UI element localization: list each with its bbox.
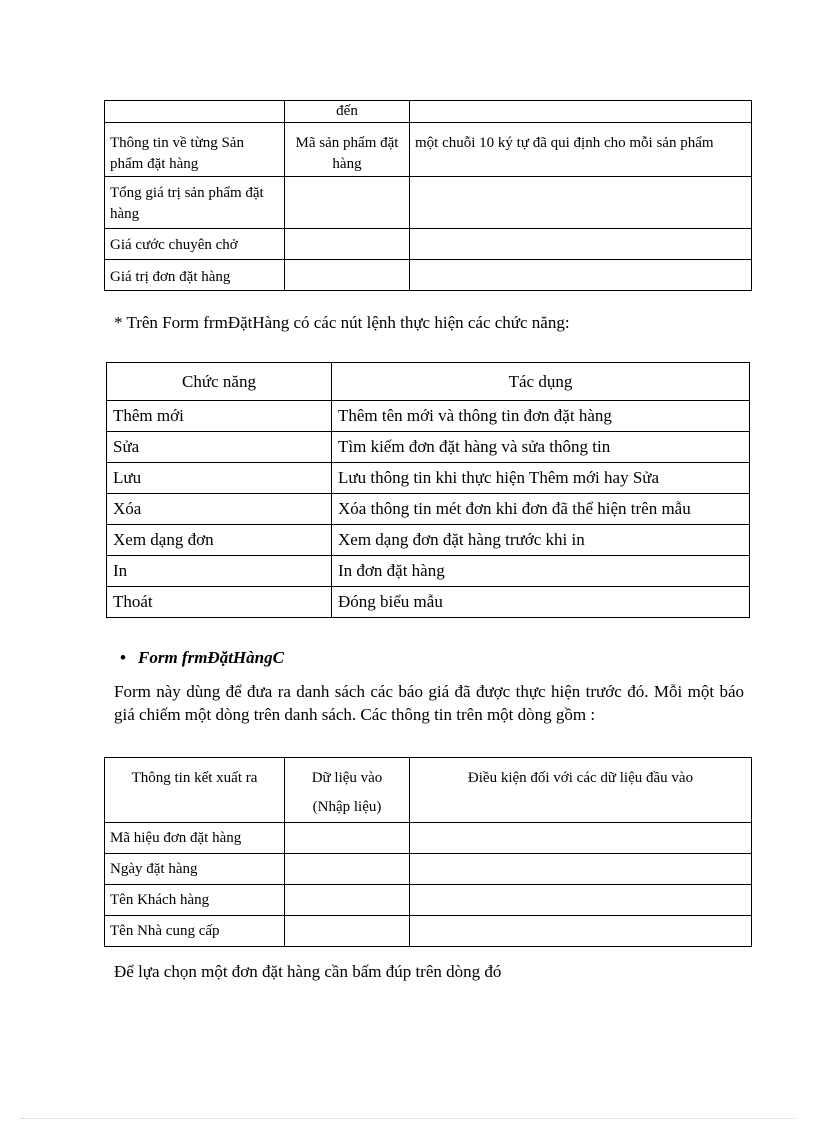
table-cell — [410, 916, 752, 947]
table-cell: Tên Nhà cung cấp — [105, 916, 285, 947]
table-cell: Đóng biểu mẫu — [332, 587, 750, 618]
table-cell — [285, 823, 410, 854]
table-header-row — [107, 363, 750, 401]
table-cell: Tên Khách hàng — [105, 885, 285, 916]
form-heading — [120, 648, 284, 668]
table-row — [105, 854, 752, 885]
table-cell — [285, 229, 410, 260]
table-cell: Mã hiệu đơn đặt hàng — [105, 823, 285, 854]
table-cell: Lưu thông tin khi thực hiện Thêm mới hay Sửa — [332, 463, 750, 494]
table-row — [107, 556, 750, 587]
table-cell — [410, 854, 752, 885]
table-cell: Mã sản phẩm đặt hàng — [285, 123, 410, 177]
table-row — [105, 260, 752, 291]
order-info-table — [104, 100, 752, 291]
table-row — [105, 229, 752, 260]
header-input-line1: Dữ liệu vào — [311, 770, 383, 786]
table-cell: Lưu — [107, 463, 332, 494]
table-cell — [410, 229, 752, 260]
table-cell: Tìm kiếm đơn đặt hàng và sửa thông tin — [332, 432, 750, 463]
table-cell — [410, 823, 752, 854]
header-output: Thông tin kết xuất ra — [105, 758, 285, 823]
table-cell — [285, 885, 410, 916]
header-input — [285, 758, 410, 823]
table-cell — [410, 177, 752, 229]
table-cell: đến — [285, 101, 410, 123]
table-cell: Thông tin về từng Sản phẩm đặt hàng — [105, 123, 285, 177]
table-cell: Xóa thông tin mét đơn khi đơn đã thể hiện trên mẫu — [332, 494, 750, 525]
table-cell: Thêm tên mới và thông tin đơn đặt hàng — [332, 401, 750, 432]
table-cell — [410, 260, 752, 291]
table-cell: Giá trị đơn đặt hàng — [105, 260, 285, 291]
table-cell: một chuỗi 10 ký tự đã qui định cho mỗi sản phẩm — [410, 123, 752, 177]
form-description: Form này dùng để đưa ra danh sách các báo giá đã được thực hiện trước đó. Mỗi một báo giá chiếm một dòng trên danh sách. Các thông tin trên một dòng gồm : — [114, 682, 744, 724]
bullet-icon: • — [120, 648, 126, 667]
buttons-intro-text: * Trên Form frmĐặtHàng có các nút lệnh thực hiện các chức năng: — [114, 313, 570, 332]
header-input-line2: (Nhập liệu) — [312, 799, 382, 815]
table-cell: Tổng giá trị sản phẩm đặt hàng — [105, 177, 285, 229]
table-cell: Thoát — [107, 587, 332, 618]
header-function: Chức năng — [107, 363, 332, 401]
table-cell: In đơn đặt hàng — [332, 556, 750, 587]
table-cell — [410, 885, 752, 916]
table-cell — [105, 101, 285, 123]
table-cell: Xem dạng đơn đặt hàng trước khi in — [332, 525, 750, 556]
table-header-row — [105, 758, 752, 823]
table-cell — [285, 854, 410, 885]
table-cell — [285, 177, 410, 229]
table-row — [107, 494, 750, 525]
table-cell — [285, 916, 410, 947]
header-condition: Điều kiện đối với các dữ liệu đầu vào — [410, 758, 752, 823]
table-row — [107, 463, 750, 494]
table-row — [105, 823, 752, 854]
table-cell: Ngày đặt hàng — [105, 854, 285, 885]
table-row — [107, 525, 750, 556]
table-row — [107, 401, 750, 432]
form-heading-text: Form frmĐặtHàngC — [138, 648, 284, 667]
table-cell: In — [107, 556, 332, 587]
footer-note: Để lựa chọn một đơn đặt hàng cần bấm đúp trên dòng đó — [114, 962, 502, 981]
output-info-table — [104, 757, 752, 947]
table-row — [105, 177, 752, 229]
table-cell: Thêm mới — [107, 401, 332, 432]
table-cell: Xóa — [107, 494, 332, 525]
page-bottom-divider — [20, 1118, 796, 1119]
table-row — [105, 101, 752, 123]
function-table — [106, 362, 750, 618]
table-row — [105, 916, 752, 947]
table-row — [105, 885, 752, 916]
table-row — [105, 123, 752, 177]
table-cell — [285, 260, 410, 291]
table-cell: Sửa — [107, 432, 332, 463]
table-cell: Giá cước chuyên chở — [105, 229, 285, 260]
table-cell: Xem dạng đơn — [107, 525, 332, 556]
table-row — [107, 587, 750, 618]
table-row — [107, 432, 750, 463]
header-effect: Tác dụng — [332, 363, 750, 401]
table-cell — [410, 101, 752, 123]
